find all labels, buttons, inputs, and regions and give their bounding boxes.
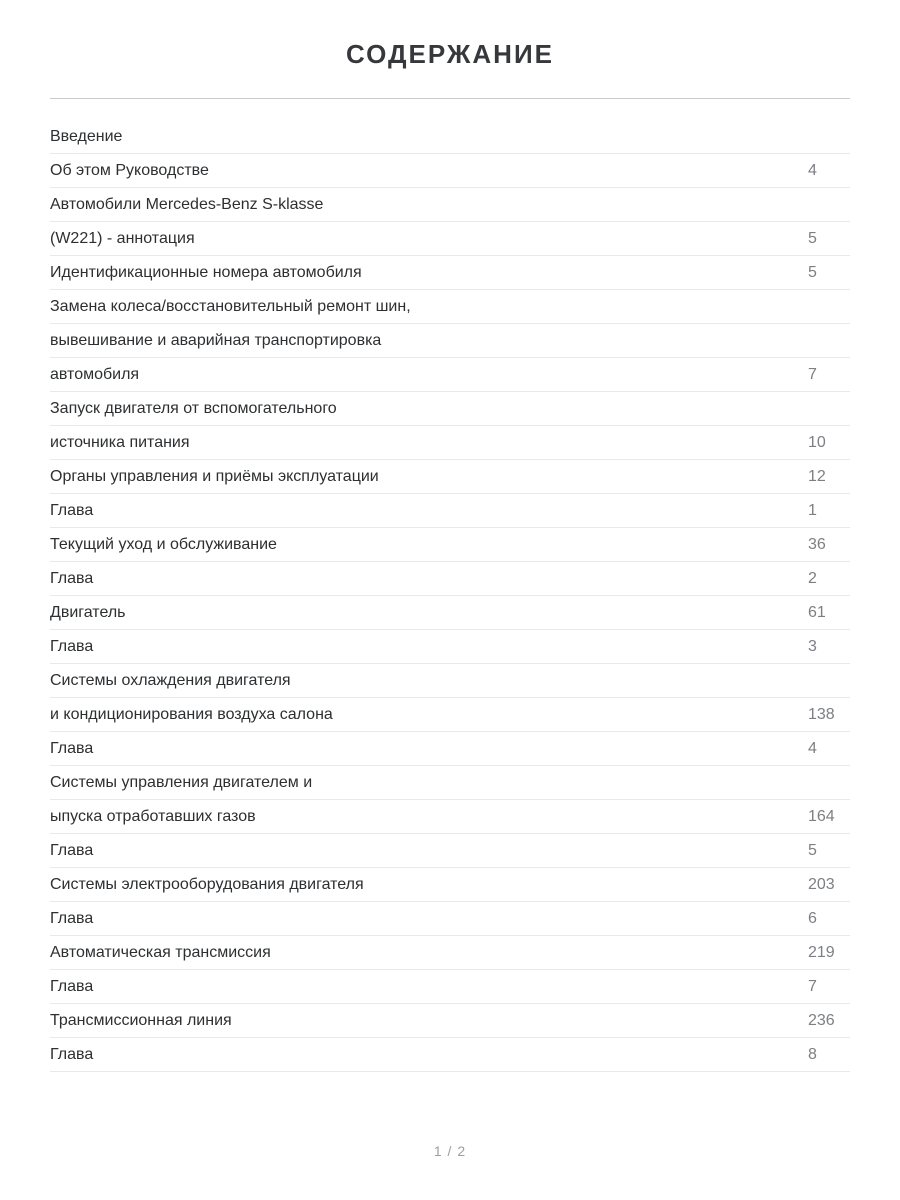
toc-row (50, 834, 850, 868)
toc-row (50, 766, 850, 800)
toc-entry-page: 4 (808, 739, 817, 757)
toc-entry-label: Двигатель (50, 603, 126, 621)
toc-entry-label: Глава (50, 569, 94, 587)
toc-entry-label: Автомобили Mercedes-Benz S-klasse (50, 195, 324, 213)
toc-entry-page: 219 (808, 943, 835, 961)
toc-entry-page: 6 (808, 909, 817, 927)
toc-entry-page: 164 (808, 807, 835, 825)
toc-row (50, 596, 850, 630)
toc-entry-label: Глава (50, 841, 94, 859)
toc-entry-label: Трансмиссионная линия (50, 1011, 232, 1029)
toc-entry-page: 7 (808, 365, 817, 383)
toc-row (50, 358, 850, 392)
toc-entry-label: Об этом Руководстве (50, 161, 209, 179)
toc-entry-label: (W221) - аннотация (50, 229, 195, 247)
toc-entry-page: 1 (808, 501, 817, 519)
toc-entry-page: 236 (808, 1011, 835, 1029)
toc-entry-page: 3 (808, 637, 817, 655)
toc-row (50, 426, 850, 460)
toc-row (50, 256, 850, 290)
toc-entry-page: 5 (808, 263, 817, 281)
toc-entry-page: 10 (808, 433, 826, 451)
toc-entry-label: автомобиля (50, 365, 140, 383)
toc-entry-label: Глава (50, 909, 94, 927)
toc-row (50, 800, 850, 834)
toc-entry-page: 12 (808, 467, 826, 485)
toc-row (50, 392, 850, 426)
toc-row (50, 698, 850, 732)
toc-row (50, 460, 850, 494)
toc-row (50, 562, 850, 596)
toc-entry-label: Запуск двигателя от вспомогательного (50, 399, 337, 417)
toc-entry-page: 203 (808, 875, 835, 893)
toc-entry-label: Глава (50, 739, 94, 757)
toc-entry-label: и кондиционирования воздуха салона (50, 705, 333, 723)
toc-entry-label: Органы управления и приёмы эксплуатации (50, 467, 379, 485)
toc-entry-page: 7 (808, 977, 817, 995)
toc-entry-label: Глава (50, 1045, 94, 1063)
toc-entry-page: 5 (808, 841, 817, 859)
toc-entry-label: Системы электрооборудования двигателя (50, 875, 364, 893)
toc-entry-label: вывешивание и аварийная транспортировка (50, 331, 382, 349)
page-indicator: 1 / 2 (433, 1143, 467, 1159)
toc-row (50, 188, 850, 222)
toc-list (50, 120, 850, 1072)
toc-entry-label: Автоматическая трансмиссия (50, 943, 271, 961)
toc-entry-label: ыпуска отработавших газов (50, 807, 256, 825)
toc-row (50, 528, 850, 562)
toc-row (50, 290, 850, 324)
toc-row (50, 732, 850, 766)
toc-row (50, 1004, 850, 1038)
toc-entry-page: 4 (808, 161, 817, 179)
toc-entry-label: Замена колеса/восстановительный ремонт шин, (50, 297, 411, 315)
toc-entry-label: Идентификационные номера автомобиля (50, 263, 362, 281)
toc-row (50, 970, 850, 1004)
toc-row (50, 120, 850, 154)
toc-entry-page: 138 (808, 705, 835, 723)
toc-entry-label: Глава (50, 501, 94, 519)
toc-entry-page: 36 (808, 535, 826, 553)
toc-entry-label: Глава (50, 977, 94, 995)
toc-row (50, 936, 850, 970)
toc-row (50, 154, 850, 188)
toc-row (50, 1038, 850, 1072)
toc-row (50, 324, 850, 358)
toc-entry-label: Текущий уход и обслуживание (50, 535, 277, 553)
toc-row (50, 630, 850, 664)
toc-entry-page: 2 (808, 569, 817, 587)
toc-entry-page: 61 (808, 603, 826, 621)
toc-row (50, 664, 850, 698)
toc-entry-label: Системы охлаждения двигателя (50, 671, 291, 689)
toc-entry-label: Введение (50, 127, 123, 145)
toc-entry-label: Глава (50, 637, 94, 655)
toc-entry-label: Системы управления двигателем и (50, 773, 313, 791)
page-title: СОДЕРЖАНИЕ (346, 39, 554, 69)
toc-entry-label: источника питания (50, 433, 190, 451)
toc-row (50, 902, 850, 936)
toc-row (50, 222, 850, 256)
toc-entry-page: 8 (808, 1045, 817, 1063)
toc-entry-page: 5 (808, 229, 817, 247)
title-divider (50, 98, 850, 99)
toc-row (50, 494, 850, 528)
toc-row (50, 868, 850, 902)
